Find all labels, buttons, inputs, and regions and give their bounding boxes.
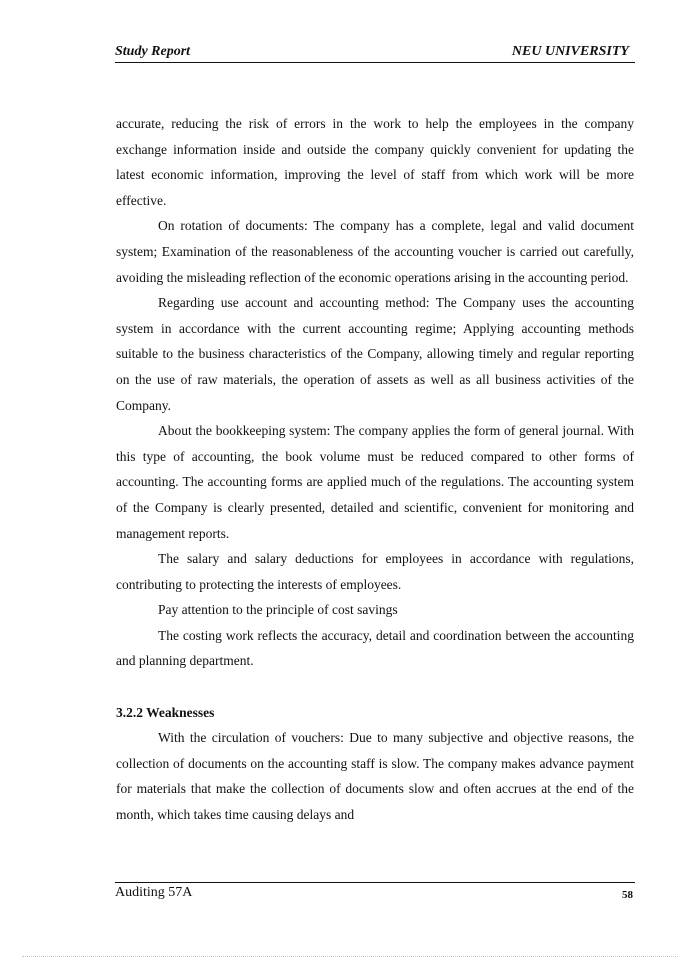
paragraph-cost-savings: Pay attention to the principle of cost savings bbox=[158, 602, 398, 618]
paragraph-continuation: accurate, reducing the risk of errors in the work to help the employees in the company exchange information inside and outside the company quickly convenient for updating the latest economic information, improving the level of staff from which work will be more effective. bbox=[116, 116, 634, 208]
page-edge-divider bbox=[22, 956, 678, 957]
header-report-title: Study Report bbox=[115, 44, 191, 59]
section-heading-weaknesses: 3.2.2 Weaknesses bbox=[116, 704, 215, 720]
paragraph-salary: The salary and salary deductions for employees in accordance with regulations, contributing to protecting the interests of employees. bbox=[116, 551, 634, 592]
paragraph-costing-work: The costing work reflects the accuracy, detail and coordination between the accounting and planning department. bbox=[116, 627, 634, 669]
page-footer bbox=[115, 882, 635, 901]
paragraph-bookkeeping-system: About the bookkeeping system: The company applies the form of general journal. With this type of accounting, the book volume must be reduced compared to other forms of accounting. The accounting forms are applied much of the regulations. The accounting system of the Company is clearly presented, detailed and scientific, convenient for monitoring and management reports. bbox=[116, 423, 634, 541]
footer-course: Auditing 57A bbox=[115, 885, 193, 900]
page-body bbox=[116, 111, 634, 828]
page-header bbox=[115, 40, 635, 63]
paragraph-voucher-circulation: With the circulation of vouchers: Due to many subjective and objective reasons, the collection of documents on the accounting staff is slow. The company makes advance payment for materials that make the collection of documents slow and often accrues at the end of the month, which takes time causing delays and bbox=[116, 730, 634, 823]
paragraph-accounting-method: Regarding use account and accounting method: The Company uses the accounting system in accordance with the current accounting regime; Applying accounting methods suitable to the business characteristics of the Company, allowing timely and regular reporting on the use of raw materials, the operation of assets as well as all business activities of the Company. bbox=[116, 295, 634, 413]
page-number: 58 bbox=[622, 889, 633, 901]
paragraph-document-rotation: On rotation of documents: The company has a complete, legal and valid document system; Examination of the reasonableness of the accounting voucher is carried out carefully, avoiding the misleading reflection of the economic operations arising in the accounting period. bbox=[116, 218, 634, 285]
header-university: NEU UNIVERSITY bbox=[511, 44, 629, 59]
